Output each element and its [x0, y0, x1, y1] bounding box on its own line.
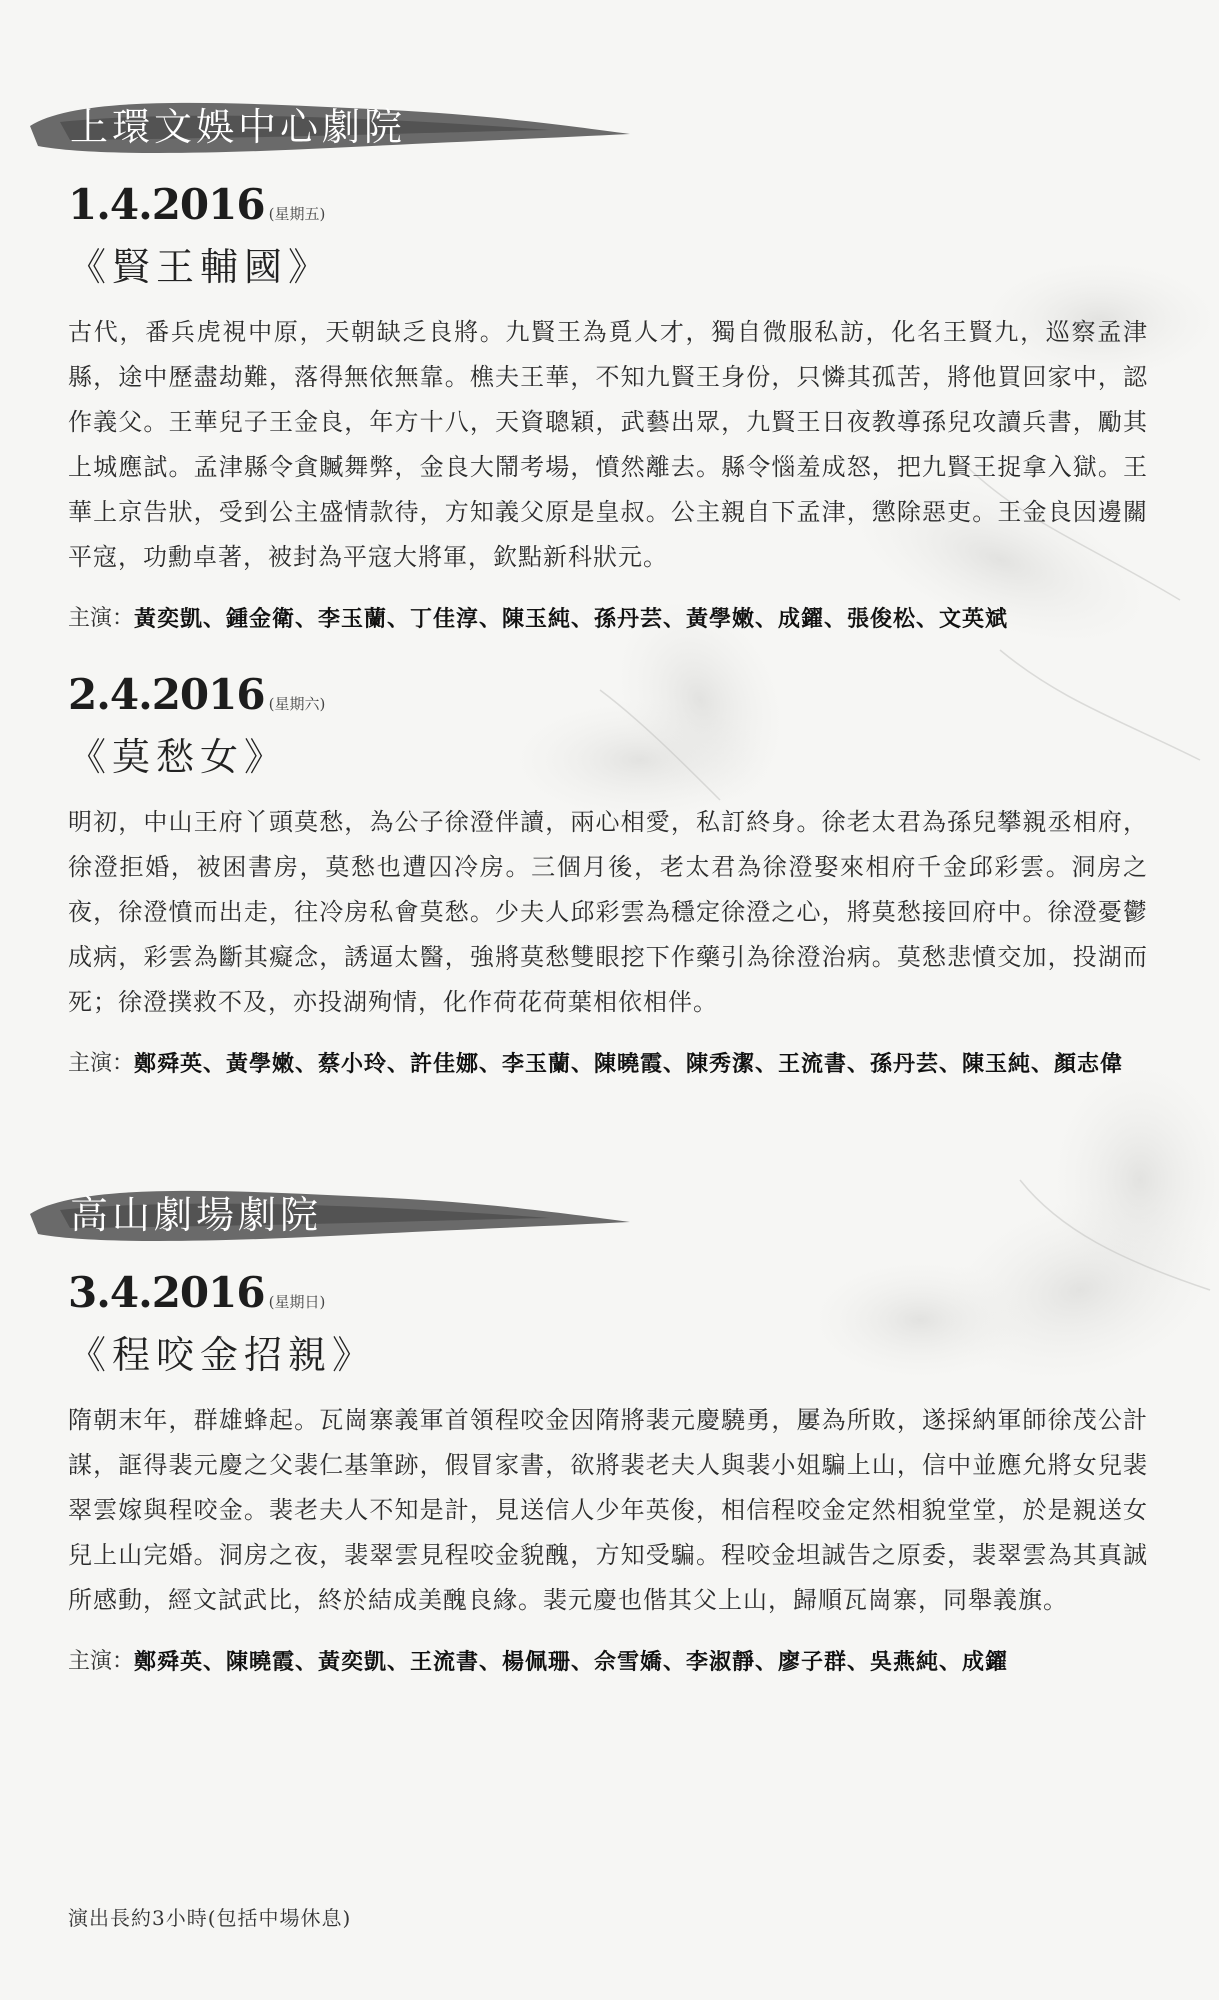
cast-list: [68, 1043, 1148, 1085]
cast-label: 主演：: [68, 1051, 135, 1076]
show-synopsis: 明初，中山王府丫頭莫愁，為公子徐澄伴讀，兩心相愛，私訂終身。徐老太君為孫兒攀親丞相府，徐澄拒婚，被困書房，莫愁也遭囚冷房。三個月後，老太君為徐澄娶來相府千金邱彩雲。洞房之夜，徐澄憤而出走，往冷房私會莫愁。少夫人邱彩雲為穩定徐澄之心，將莫愁接回府中。徐澄憂鬱成病，彩雲為斷其癡念，誘逼太醫，強將莫愁雙眼挖下作藥引為徐澄治病。莫愁悲憤交加，投湖而死；徐澄撲救不及，亦投湖殉情，化作荷花荷葉相依相伴。: [68, 808, 1148, 1016]
cast-list: [68, 598, 1148, 640]
show-title: 《程咬金招親》: [68, 1333, 377, 1377]
show-synopsis: 古代，番兵虎視中原，天朝缺乏良將。九賢王為覓人才，獨自微服私訪，化名王賢九，巡察孟津縣，途中歷盡劫難，落得無依無靠。樵夫王華，不知九賢王身份，只憐其孤苦，將他買回家中，認作義父。王華兒子王金良，年方十八，天資聰穎，武藝出眾，九賢王日夜教導孫兒攻讀兵書，勵其上城應試。孟津縣令貪贓舞弊，金良大鬧考場，憤然離去。縣令惱羞成怒，把九賢王捉拿入獄。王華上京告狀，受到公主盛情款待，方知義父原是皇叔。公主親自下孟津，懲除惡吏。王金良因邊關平寇，功勳卓著，被封為平寇大將軍，欽點新科狀元。: [68, 318, 1148, 571]
show-date: 3.4.2016: [68, 1268, 265, 1317]
show-date-line: [68, 178, 1148, 232]
cast-label: 主演：: [68, 606, 135, 631]
duration-note: 演出長約3小時(包括中場休息): [68, 1906, 352, 1930]
show-date-line: [68, 668, 1148, 722]
show-title: 《賢王輔國》: [68, 245, 333, 289]
venue-header: [30, 1170, 630, 1250]
cast-names: 鄭舜英、陳曉霞、黃奕凱、王流書、楊佩珊、佘雪嬌、李淑靜、廖子群、吳燕純、成鑃: [134, 1649, 1009, 1675]
cast-names: 黃奕凱、鍾金衛、李玉蘭、丁佳淳、陳玉純、孫丹芸、黃學嫩、成鑃、張俊松、文英斌: [134, 606, 1009, 632]
cast-names: 鄭舜英、黃學嫩、蔡小玲、許佳娜、李玉蘭、陳曉霞、陳秀潔、王流書、孫丹芸、陳玉純、顏志偉: [134, 1051, 1124, 1077]
show-weekday: (星期日): [268, 1293, 326, 1311]
cast-list: [68, 1641, 1148, 1683]
show-weekday: (星期六): [268, 695, 326, 713]
show-entry: [68, 1266, 1148, 1683]
show-date: 2.4.2016: [68, 670, 265, 719]
show-title: 《莫愁女》: [68, 735, 289, 779]
show-entry: [68, 668, 1148, 1085]
show-entry: [68, 178, 1148, 640]
show-date: 1.4.2016: [68, 180, 265, 229]
show-date-line: [68, 1266, 1148, 1320]
show-weekday: (星期五): [268, 205, 326, 223]
cast-label: 主演：: [68, 1649, 135, 1674]
show-synopsis: 隋朝末年，群雄蜂起。瓦崗寨義軍首領程咬金因隋將裴元慶驍勇，屢為所敗，遂採納軍師徐茂公計謀，誆得裴元慶之父裴仁基筆跡，假冒家書，欲將裴老夫人與裴小姐騙上山，信中並應允將女兒裴翠雲嫁與程咬金。裴老夫人不知是計，見送信人少年英俊，相信程咬金定然相貌堂堂，於是親送女兒上山完婚。洞房之夜，裴翠雲見程咬金貌醜，方知受騙。程咬金坦誠告之原委，裴翠雲為其真誠所感動，經文試武比，終於結成美醜良緣。裴元慶也偕其父上山，歸順瓦崗寨，同舉義旗。: [68, 1406, 1148, 1614]
venue-name: 上環文娛中心劇院: [70, 105, 407, 149]
venue-name: 高山劇場劇院: [70, 1193, 323, 1237]
venue-header: [30, 82, 630, 162]
